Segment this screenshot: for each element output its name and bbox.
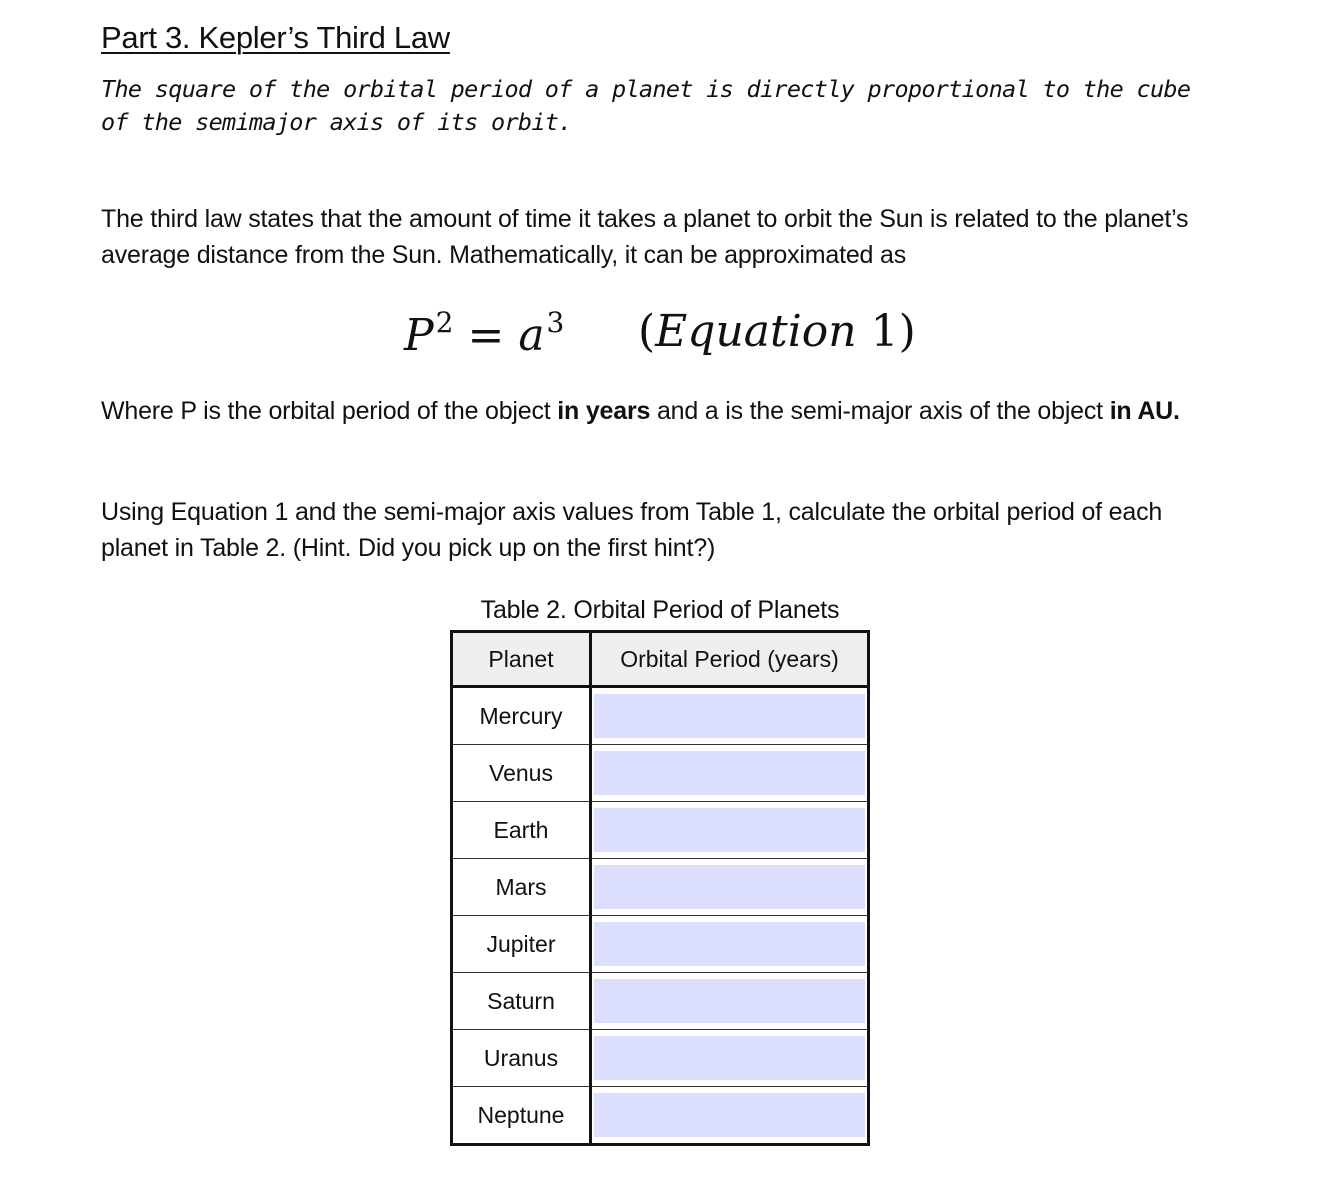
period-answer-cell <box>591 973 869 1030</box>
equation-label: (Equation 1) <box>638 306 916 357</box>
period-answer-cell <box>591 1087 869 1145</box>
period-answer-cell <box>591 1030 869 1087</box>
equation-formula <box>404 306 564 361</box>
period-exponent: 2 <box>435 306 454 339</box>
table-header-row <box>452 632 869 687</box>
equation <box>0 300 1321 370</box>
planet-name-cell: Earth <box>452 802 591 859</box>
table-caption: Table 2. Orbital Period of Planets <box>480 596 840 624</box>
planet-name-cell: Saturn <box>452 973 591 1030</box>
planet-name-cell: Mercury <box>452 687 591 745</box>
period-column-header: Orbital Period (years) <box>591 632 869 687</box>
period-answer-cell <box>591 802 869 859</box>
period-answer-cell <box>591 745 869 802</box>
instruction-paragraph: Using Equation 1 and the semi-major axis values from Table 1, calculate the orbital period of each planet in Table 2. (Hint. Did you pick up on the first hint?) <box>101 498 1163 562</box>
planet-name-cell: Venus <box>452 745 591 802</box>
intro-paragraph: The third law states that the amount of time it takes a planet to orbit the Sun is related to the planet’s average distance from the Sun. Mathematically, it can be approximated as <box>101 205 1189 269</box>
period-answer-input[interactable] <box>594 751 865 795</box>
table-row <box>452 1087 869 1145</box>
period-symbol: P <box>404 310 434 361</box>
table-row <box>452 859 869 916</box>
orbital-period-table <box>450 630 870 1146</box>
planet-name-cell: Neptune <box>452 1087 591 1145</box>
planet-name-cell: Jupiter <box>452 916 591 973</box>
period-answer-cell <box>591 687 869 745</box>
planet-column-header: Planet <box>452 632 591 687</box>
axis-exponent: 3 <box>546 306 565 339</box>
axis-symbol: a <box>518 310 545 361</box>
definition-paragraph: Where P is the orbital period of the object in years and a is the semi-major axis of the object in AU. <box>101 397 1180 425</box>
table-row <box>452 802 869 859</box>
period-answer-input[interactable] <box>594 979 865 1023</box>
section-heading: Part 3. Kepler’s Third Law <box>101 20 450 55</box>
period-answer-input[interactable] <box>594 694 865 738</box>
period-answer-input[interactable] <box>594 922 865 966</box>
table-row <box>452 916 869 973</box>
table-row <box>452 973 869 1030</box>
period-answer-input[interactable] <box>594 808 865 852</box>
period-answer-cell <box>591 916 869 973</box>
period-answer-input[interactable] <box>594 1036 865 1080</box>
period-answer-input[interactable] <box>594 1093 865 1137</box>
planet-name-cell: Uranus <box>452 1030 591 1087</box>
table-row <box>452 687 869 745</box>
table-row <box>452 745 869 802</box>
period-answer-cell <box>591 859 869 916</box>
equals-sign: = <box>467 310 505 361</box>
law-statement: The square of the orbital period of a planet is directly proportional to the cube of the semimajor axis of its orbit. <box>101 75 1191 136</box>
planet-name-cell: Mars <box>452 859 591 916</box>
table-row <box>452 1030 869 1087</box>
period-answer-input[interactable] <box>594 865 865 909</box>
